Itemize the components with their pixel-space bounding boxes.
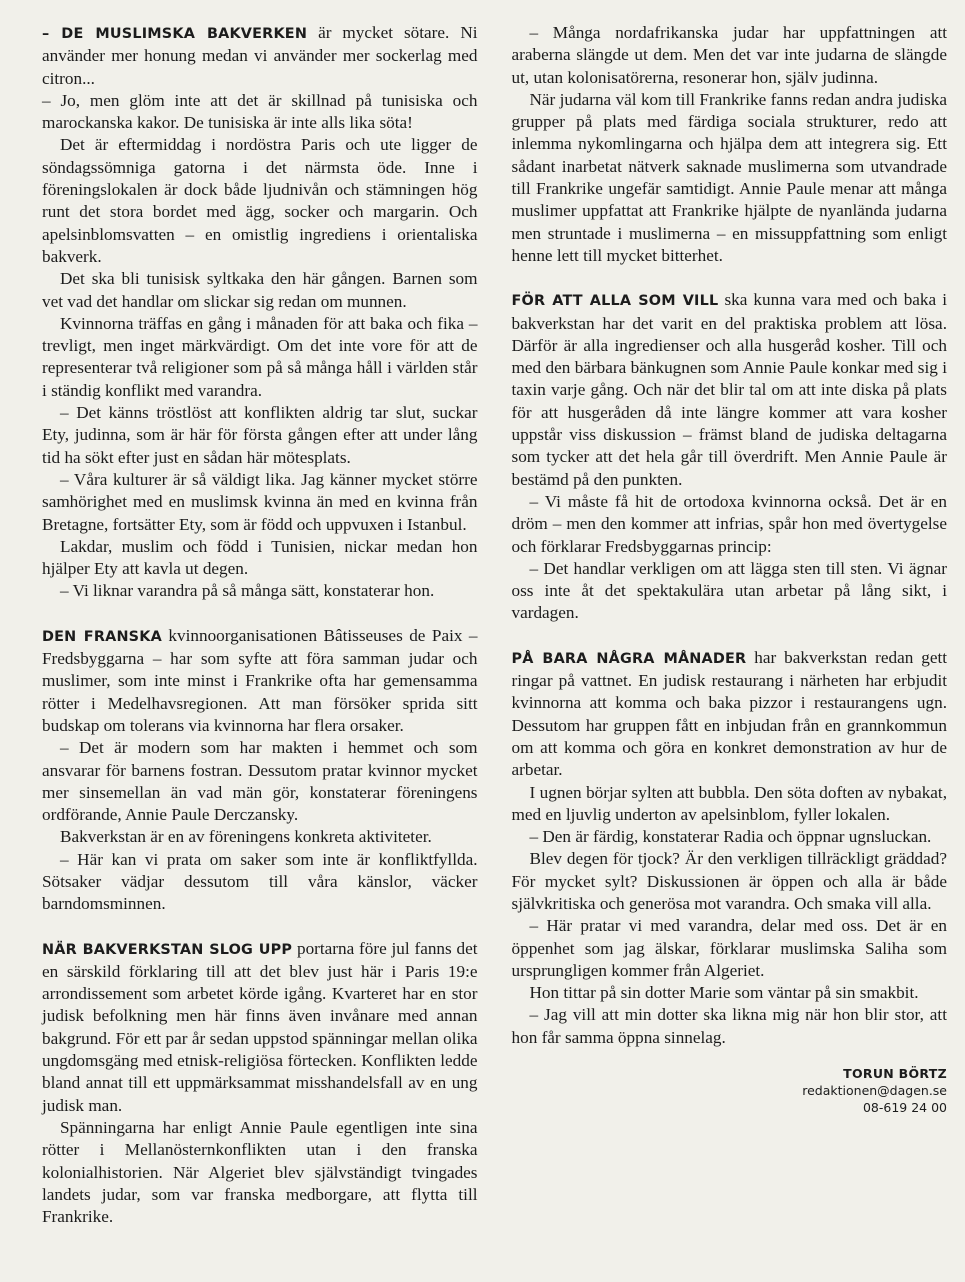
paragraph: Spänningarna har enligt Annie Paule egentligen inte sina rötter i Mellanösternkonflikten utan i den franska kolonialhistorien. När Algeriet blev självständigt tvingades landets judar, som var franska medborgare, att flytta till Frankrike. bbox=[42, 1117, 478, 1227]
paragraph: När judarna väl kom till Frankrike fanns redan andra judiska grupper på plats med färdiga sociala strukturer, redo att inlemma nykomlingarna och hjälpa dem att integrera sig. Ett sådant inarbetat nätverk saknade muslimerna som utvandrade till Frankrike ungefär samtidigt. Annie Paule menar att många muslimer uppfattat att Frankrike hjälpte de nyanlända judarna men struntade i muslimerna – en missuppfattning som enligt henne lett till mycket bitterhet. bbox=[511, 89, 947, 265]
section-gap bbox=[512, 267, 948, 289]
paragraph: – Våra kulturer är så väldigt lika. Jag känner mycket större samhörighet med en muslimsk kvinna än med en kvinna från Bretagne, fortsätter Ety, som är född och uppvuxen i Istanbul. bbox=[42, 469, 478, 534]
section-lead: DEN FRANSKA bbox=[42, 628, 162, 645]
paragraph: I ugnen börjar sylten att bubbla. Den söta doften av nybakat, med en ljuvlig underton av apelsinblom, fyller lokalen. bbox=[511, 782, 947, 824]
paragraph: – Det är modern som har makten i hemmet och som ansvarar för barnens fostran. Dessutom pratar kvinnor mycket mer sinsemellan än vad män gör, konstaterar föreningens ordförande, Annie Paule Derczansky. bbox=[42, 738, 478, 825]
paragraph: DEN FRANSKA kvinnoorganisationen Bâtisseuses de Paix – Fredsbyggarna – har som syfte att föra samman judar och muslimer, som inte minst i Frankrike ofta har gemensamma rötter i Medelhavsregionen. Att man försöker sprida sitt budskap om tolerans via kvinnorna har flera orsaker. bbox=[42, 625, 478, 735]
paragraph: – Vi måste få hit de ortodoxa kvinnorna också. Det är en dröm – men den kommer att infrias, spår hon med övertygelse och förklarar Fredsbyggarnas princip: bbox=[511, 491, 947, 556]
paragraph: – Många nordafrikanska judar har uppfattningen att araberna slängde ut dem. Men det var inte judarna de slängde ut, utan kolonisatörerna, resonerar hon, själv judinna. bbox=[511, 23, 947, 87]
paragraph: NÄR BAKVERKSTAN SLOG UPP portarna före jul fanns det en särskild förklaring till att det blev just här i Paris 19:e arrondissement som arbetet körde igång. Kvarteret har en stor judisk befolkning men här finns även invånare med annan bakgrund. För ett par år sedan uppstod spänningar mellan olika ungdomsgäng med etnisk-religiösa förtecken. Konflikten ledde bland annat till ett uppmärksammat misshandelsfall av en ung judisk man. bbox=[42, 938, 478, 1115]
byline bbox=[512, 1065, 948, 1116]
paragraph: – Det känns tröstlöst att konflikten aldrig tar slut, suckar Ety, judinna, som är här för första gången efter att under lång tid ha sökt efter just en sådan här mötesplats. bbox=[42, 403, 478, 467]
column-left bbox=[42, 22, 478, 1282]
section-lead: PÅ BARA NÅGRA MÅNADER bbox=[511, 650, 747, 667]
paragraph: Lakdar, muslim och född i Tunisien, nickar medan hon hjälper Ety att kavla ut degen. bbox=[42, 536, 478, 579]
section-lead: – DE MUSLIMSKA BAKVERKEN bbox=[42, 26, 308, 42]
paragraph: Bakverkstan är en av föreningens konkreta aktiviteter. bbox=[60, 827, 432, 847]
paragraph: – Jo, men glöm inte att det är skillnad på tunisiska och marockanska kakor. De tunisiska är inte alls lika söta! bbox=[42, 90, 478, 133]
column-right bbox=[512, 22, 948, 1282]
paragraph: FÖR ATT ALLA SOM VILL ska kunna vara med och baka i bakverkstan har det varit en del praktiska problem att lösa. Därför är alla ingredienser och alla husgeråd kosher. Till och med den bärbara bänkugnen som Annie Paule konkar med sig i taxin varje gång. Och när det blir tal om att inte diska på plats för att husgeråden då inte längre kommer att vara kosher uppstår viss diskussion – främst bland de judiska deltagarna som tycker att det hela går till överdrift. Men Annie Paule är bestämd på den punkten. bbox=[511, 290, 948, 489]
paragraph: – Jag vill att min dotter ska likna mig när hon blir stor, att hon får samma öppna sinnelag. bbox=[511, 1005, 947, 1047]
paragraph: PÅ BARA NÅGRA MÅNADER har bakverkstan redan gett ringar på vattnet. En judisk restaurang i närheten har erbjudit kvinnorna att komma och baka pizzor i restaurangens ugn. Dessutom har gruppen fått en inbjudan från en grannkommun om att komma och göra en konkret demonstration av hur de arbetar. bbox=[511, 647, 947, 780]
paragraph: Det ska bli tunisisk syltkaka den här gången. Barnen som vet vad det handlar om slickar sig redan om munnen. bbox=[42, 269, 478, 311]
paragraph: – Här pratar vi med varandra, delar med oss. Det är en öppenhet som jag älskar, förklarar muslimska Saliha som ursprungligen kommer från Algeriet. bbox=[511, 916, 947, 980]
section-gap bbox=[42, 916, 478, 938]
section-gap bbox=[512, 625, 948, 647]
author-email: redaktionen@dagen.se bbox=[802, 1083, 947, 1099]
section-lead: NÄR BAKVERKSTAN SLOG UPP bbox=[42, 941, 293, 958]
paragraph: – Här kan vi prata om saker som inte är konfliktfyllda. Sötsaker vädjar dessutom till våra känslor, väcker barndomsminnen. bbox=[42, 849, 478, 914]
section-lead: FÖR ATT ALLA SOM VILL bbox=[511, 293, 719, 310]
paragraph: Blev degen för tjock? Är den verkligen tillräckligt gräddad? För mycket sylt? Diskussionen är öppen och alla är både självkritiska och generösa mot varandra. Och smaka vill alla. bbox=[511, 849, 947, 913]
paragraph: Det är eftermiddag i nordöstra Paris och ute ligger de söndagssömniga gatorna i det närmsta öde. Inne i föreningslokalen är dock både ljudnivån och stämningen hög runt det stora bordet med ägg, socker och margarin. Och apelsinblomsvatten – en omistlig ingrediens i orientaliska bakverk. bbox=[42, 135, 478, 266]
author-phone: 08-619 24 00 bbox=[862, 1100, 947, 1116]
paragraph: – Det handlar verkligen om att lägga sten till sten. Vi ägnar oss inte åt det spektakulära utan arbetar på lång sikt, i vardagen. bbox=[511, 558, 947, 623]
author-name: TORUN BÖRTZ bbox=[843, 1066, 947, 1082]
paragraph: – DE MUSLIMSKA BAKVERKEN är mycket sötare. Ni använder mer honung medan vi använder mer sockerlag med citron... bbox=[42, 23, 478, 88]
paragraph: Hon tittar på sin dotter Marie som väntar på sin smakbit. bbox=[529, 983, 919, 1003]
paragraph: – Vi liknar varandra på så många sätt, konstaterar hon. bbox=[60, 581, 435, 601]
paragraph: – Den är färdig, konstaterar Radia och öppnar ugnsluckan. bbox=[529, 827, 932, 847]
section-gap bbox=[42, 603, 478, 625]
paragraph: Kvinnorna träffas en gång i månaden för att baka och fika – trevligt, men inget märkvärdigt. Om det inte vore för att de representerar två religioner som på så många håll i världen står i ständig konflikt med varandra. bbox=[42, 313, 478, 400]
